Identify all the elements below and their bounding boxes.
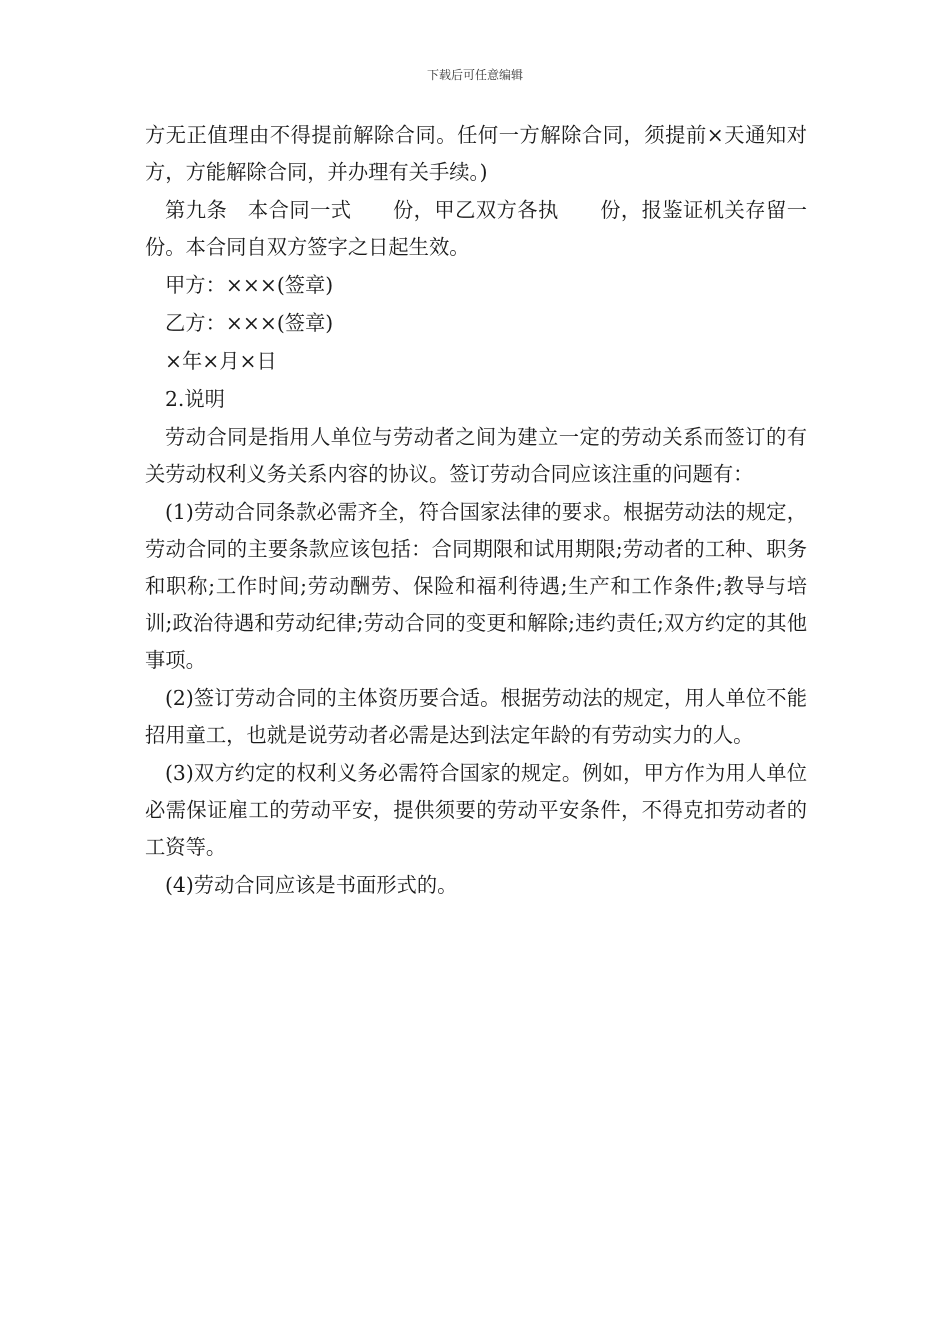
paragraph-termination-continued: 方无正值理由不得提前解除合同。任何一方解除合同，须提前×天通知对方，方能解除合同，并办理有关手续。) [145,123,807,184]
document-body [145,117,807,905]
list-item-2: (2)签订劳动合同的主体资历要合适。根据劳动法的规定，用人单位不能招用童工，也就是说劳动者必需是达到法定年龄的有劳动实力的人。 [145,686,807,747]
signature-party-a: 甲方：×××(签章) [165,273,334,297]
list-item-1: (1)劳动合同条款必需齐全，符合国家法律的要求。根据劳动法的规定，劳动合同的主要条款应该包括：合同期限和试用期限;劳动者的工种、职务和职称;工作时间;劳动酬劳、保险和福利待遇;生产和工作条件;教导与培训;政治待遇和劳动纪律;劳动合同的变更和解除;违约责任;双方约定的其他事项。 [145,500,807,672]
paragraph-article-nine: 第九条 本合同一式 份，甲乙双方各执 份，报鉴证机关存留一份。本合同自双方签字之日起生效。 [145,198,807,259]
signature-party-b: 乙方：×××(签章) [165,311,334,335]
page-header: 下载后可任意编辑 [426,68,523,82]
list-item-4: (4)劳动合同应该是书面形式的。 [165,873,458,897]
section-heading-explanation: 2.说明 [165,387,225,411]
signature-date: ×年×月×日 [165,349,277,373]
paragraph-definition: 劳动合同是指用人单位与劳动者之间为建立一定的劳动关系而签订的有关劳动权利义务关系内容的协议。签订劳动合同应该注重的问题有： [145,425,807,486]
list-item-3: (3)双方约定的权利义务必需符合国家的规定。例如，甲方作为用人单位必需保证雇工的劳动平安，提供须要的劳动平安条件，不得克扣劳动者的工资等。 [145,761,807,859]
